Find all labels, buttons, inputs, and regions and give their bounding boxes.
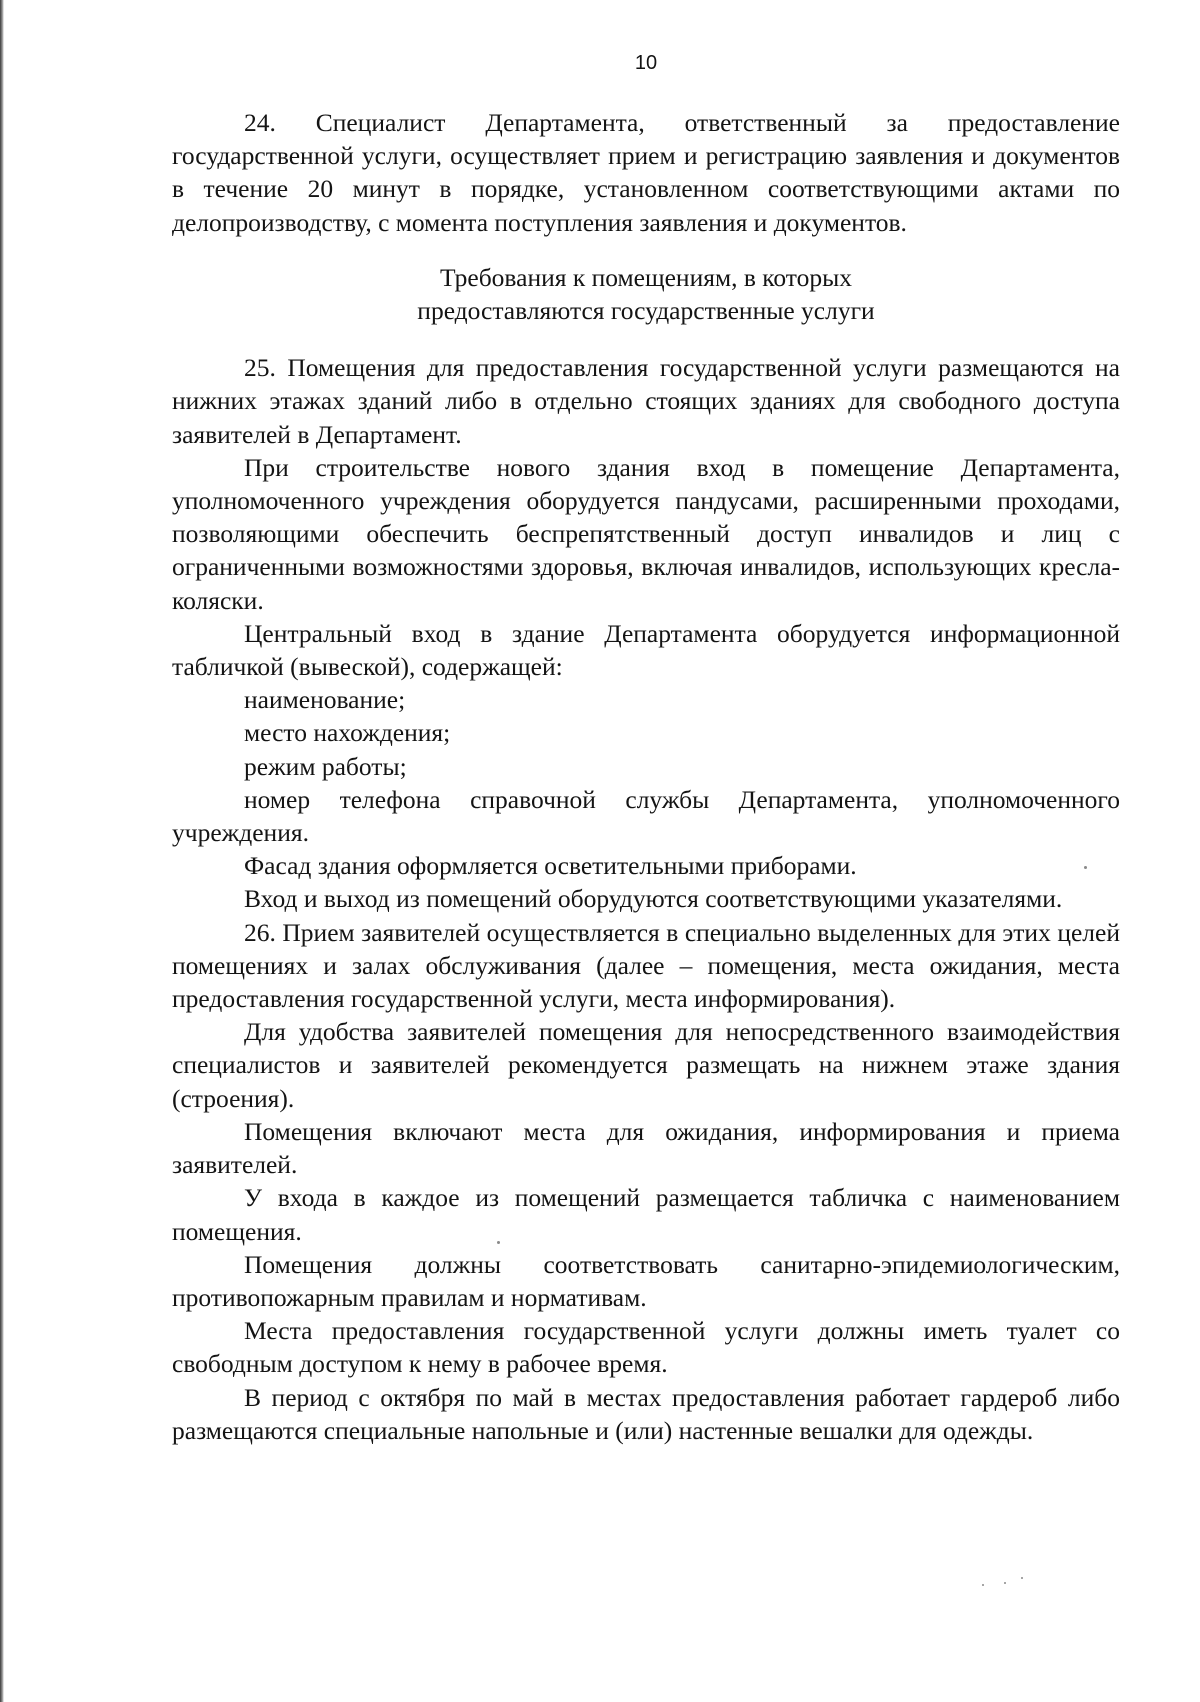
paragraph-premises-include: Помещения включают места для ожидания, информирования и приема заявителей. [172, 1116, 1120, 1180]
paragraph-25: 25. Помещения для предоставления государственной услуги размещаются на нижних этажах зданий либо в отдельно стоящих зданиях для свободного доступа заявителей в Департамент. [172, 353, 1120, 449]
paragraph-24: 24. Специалист Департамента, ответственный за предоставление государственной услуги, осуществляет прием и регистрацию заявления и документов в течение 20 минут в порядке, установленном соответствующими актами по делопроизводству, с момента поступления заявления и документов. [172, 108, 1120, 237]
paragraph-construction: При строительстве нового здания вход в помещение Департамента, уполномоченного учреждения оборудуется пандусами, расширенными проходами, позволяющими обеспечить беспрепятственный доступ инвалидов и лиц с ограниченными возможностями здоровья, включая инвалидов, использующих кресла-коляски. [172, 452, 1120, 615]
scan-speck [982, 1584, 984, 1586]
paragraph-signage: У входа в каждое из помещений размещается табличка с наименованием помещения. [172, 1183, 1120, 1246]
list-item-name: наименование; [244, 685, 406, 715]
scan-speck [497, 1241, 500, 1244]
list-item-working-hours: режим работы; [244, 751, 407, 781]
paragraph-convenience: Для удобства заявителей помещения для непосредственного взаимодействия специалистов и заявителей рекомендуется размещать на нижнем этаже здания (строения). [172, 1017, 1120, 1113]
paragraph-toilet: Места предоставления государственной услуги должны иметь туалет со свободным доступом к нему в рабочее время. [172, 1316, 1120, 1379]
paragraph-sanitary: Помещения должны соответствовать санитарно-эпидемиологическим, противопожарным правилам и нормативам. [172, 1249, 1120, 1312]
scan-edge-shadow [0, 0, 4, 1702]
paragraph-facade: Фасад здания оформляется осветительными приборами. [244, 851, 857, 881]
page-number: 10 [634, 52, 658, 74]
scan-speck [1021, 1577, 1023, 1579]
paragraph-26: 26. Прием заявителей осуществляется в специально выделенных для этих целей помещениях и залах обслуживания (далее – помещения, места ожидания, места предоставления государственной услуги, места информирования). [172, 917, 1120, 1014]
section-heading-line-2: предоставляются государственные услуги [417, 296, 875, 326]
scan-speck [1004, 1582, 1006, 1584]
section-heading-line-1: Требования к помещениям, в которых [440, 262, 852, 292]
paragraph-entrance-exit: Вход и выход из помещений оборудуются соответствующими указателями. [244, 884, 1063, 914]
document-body [172, 106, 1120, 1447]
list-item-location: место нахождения; [244, 718, 451, 748]
paragraph-wardrobe: В период с октября по май в местах предоставления работает гардероб либо размещаются специальные напольные и (или) настенные вешалки для одежды. [172, 1382, 1120, 1445]
list-item-phone: номер телефона справочной службы Департамента, уполномоченного учреждения. [172, 784, 1120, 848]
section-heading [172, 261, 1120, 327]
scan-speck [1084, 866, 1087, 869]
paragraph-central-entrance: Центральный вход в здание Департамента оборудуется информационной табличкой (вывеской), содержащей: [172, 618, 1120, 682]
